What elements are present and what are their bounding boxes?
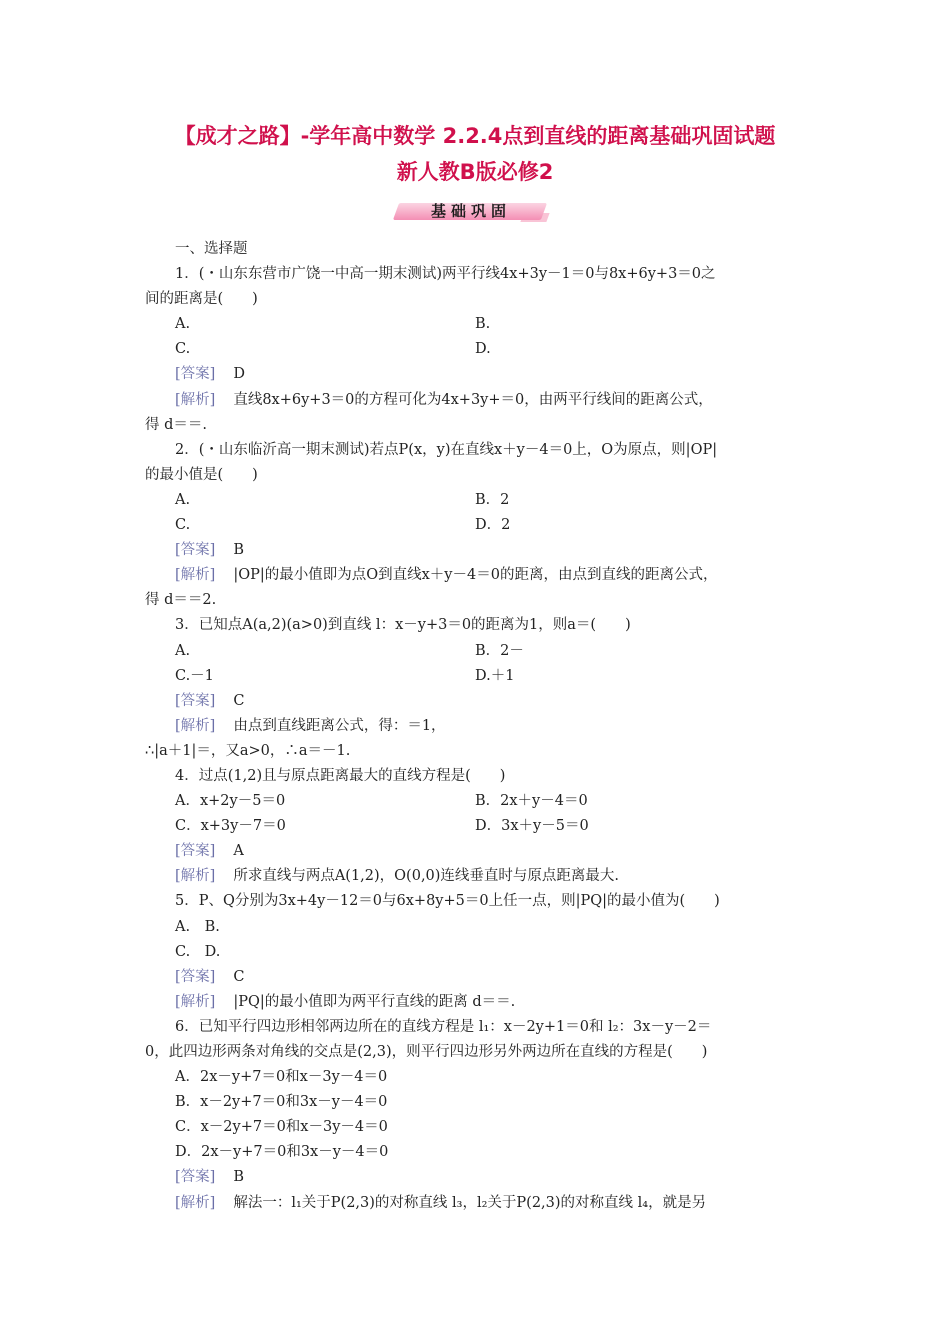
q4-options-ab [145,789,810,814]
q3-option-a: A. [175,642,191,659]
q4-options-cd [145,814,810,839]
answer-label: [答案] [175,968,216,985]
q3-option-d: D.＋1 [475,667,515,684]
q2-answer [145,538,810,563]
q2-stem-line-1: 2．(・山东临沂高一期末测试)若点P(x，y)在直线x＋y－4＝0上，O为原点，则|OP| [175,441,718,458]
q5-options-cd: C. D. [175,943,221,960]
q4-option-c: C．x+3y－7＝0 [175,818,286,835]
q3-option-c: C.－1 [175,667,214,684]
section-banner [390,199,552,225]
q5-analysis-line-1 [145,990,810,1015]
analysis-label: [解析] [175,567,216,584]
q1-options-cd [145,337,810,362]
q6-stem-line-1: 6．已知平行四边形相邻两边所在的直线方程是 l₁：x－2y+1＝0和 l₂：3x－y－2＝ [175,1018,712,1035]
q2-option-c: C. [175,517,191,534]
answer-label: [答案] [175,542,216,559]
q6-option-a: A．2x－y+7＝0和x－3y－4＝0 [175,1069,388,1086]
q2-option-d: D．2 [475,517,511,534]
q6-option-c: C．x－2y+7＝0和x－3y－4＝0 [175,1119,388,1136]
q4-stem-line-1: 4．过点(1,2)且与原点距离最大的直线方程是( ) [175,767,506,784]
q1-option-d: D. [475,341,491,358]
analysis-label: [解析] [175,717,216,734]
q6-option-d: D．2x－y+7＝0和3x－y－4＝0 [175,1144,389,1161]
analysis-label: [解析] [175,868,216,885]
q2-analysis-text: |OP|的最小值即为点O到直线x＋y－4＝0的距离，由点到直线的距离公式， [233,567,718,584]
q5-analysis-text: |PQ|的最小值即为两平行直线的距离 d＝＝. [233,993,516,1010]
q4-answer [145,839,810,864]
banner-label: 基础巩固 [430,202,511,220]
q2-option-a: A. [175,491,191,508]
q1-analysis-text: 直线8x+6y+3＝0的方程可化为4x+3y+＝0，由两平行线间的距离公式， [233,391,713,408]
title-line-1: 【成才之路】-学年高中数学 2.2.4点到直线的距离基础巩固试题 [174,124,776,148]
analysis-label: [解析] [175,1194,216,1211]
q1-analysis-line-2: 得 d＝＝. [145,416,207,433]
q1-option-c: C. [175,341,191,358]
q2-option-b: B．2 [475,491,510,508]
q1-analysis-line-1 [145,388,810,413]
q6-answer-value: B [233,1169,244,1186]
q3-analysis-text: 由点到直线距离公式，得：＝1， [233,717,446,734]
q1-stem-line-2: 间的距离是( ) [145,291,258,308]
answer-label: [答案] [175,366,216,383]
analysis-label: [解析] [175,993,216,1010]
q5-options-ab: A. B. [175,918,220,935]
title-line-2: 新人教B版必修2 [396,160,554,184]
q2-analysis-line-2: 得 d＝＝2. [145,592,217,609]
q6-stem-line-2: 0，此四边形两条对角线的交点是(2,3)，则平行四边形另外两边所在直线的方程是( ) [145,1044,708,1060]
q4-analysis-line-1 [145,864,810,889]
q4-option-d: D．3x＋y－5＝0 [475,818,589,835]
q2-options-cd [145,513,810,538]
q6-analysis-text: 解法一：l₁关于P(2,3)的对称直线 l₃，l₂关于P(2,3)的对称直线 l₄，就是另 [233,1194,707,1211]
q5-answer [145,965,810,990]
q4-answer-value: A [233,843,244,860]
answer-label: [答案] [175,1169,216,1186]
q3-options-ab [145,639,810,664]
q3-option-b: B．2－ [475,642,524,659]
answer-label: [答案] [175,843,216,860]
q6-option-b: B．x－2y+7＝0和3x－y－4＝0 [175,1094,388,1111]
q2-options-ab [145,488,810,513]
q3-answer-value: C [233,692,245,709]
q3-stem-line-1: 3．已知点A(a,2)(a>0)到直线 l：x－y+3＝0的距离为1，则a＝( ) [175,617,631,634]
q5-stem-line-1: 5．P、Q分别为3x+4y－12＝0与6x+8y+5＝0上任一点，则|PQ|的最小值为( ) [175,893,720,910]
q1-stem-line-1: 1．(・山东东营市广饶一中高一期末测试)两平行线4x+3y－1＝0与8x+6y+3＝0之 [175,266,716,283]
q1-option-b: B. [475,316,491,333]
q5-answer-value: C [233,968,245,985]
section-heading: 一、选择题 [175,241,248,257]
q2-analysis-line-1 [145,563,810,588]
q1-answer [145,362,810,387]
q3-options-cd [145,664,810,689]
q4-option-a: A．x+2y－5＝0 [175,793,286,810]
q1-options-ab [145,312,810,337]
q3-answer [145,689,810,714]
q6-analysis-line-1 [145,1191,810,1216]
q3-analysis-line-1 [145,714,810,739]
answer-label: [答案] [175,692,216,709]
q2-answer-value: B [233,542,244,559]
analysis-label: [解析] [175,391,216,408]
q6-answer [145,1165,810,1190]
q4-analysis-text: 所求直线与两点A(1,2)，O(0,0)连线垂直时与原点距离最大. [233,868,620,885]
q2-stem-line-2: 的最小值是( ) [145,466,258,483]
q1-answer-value: D [233,366,245,383]
q1-option-a: A. [175,316,191,333]
q3-analysis-line-2: ∴|a＋1|＝，又a>0，∴a＝－1. [145,742,351,759]
exercise-content [145,237,810,1216]
q4-option-b: B．2x＋y－4＝0 [475,793,588,810]
